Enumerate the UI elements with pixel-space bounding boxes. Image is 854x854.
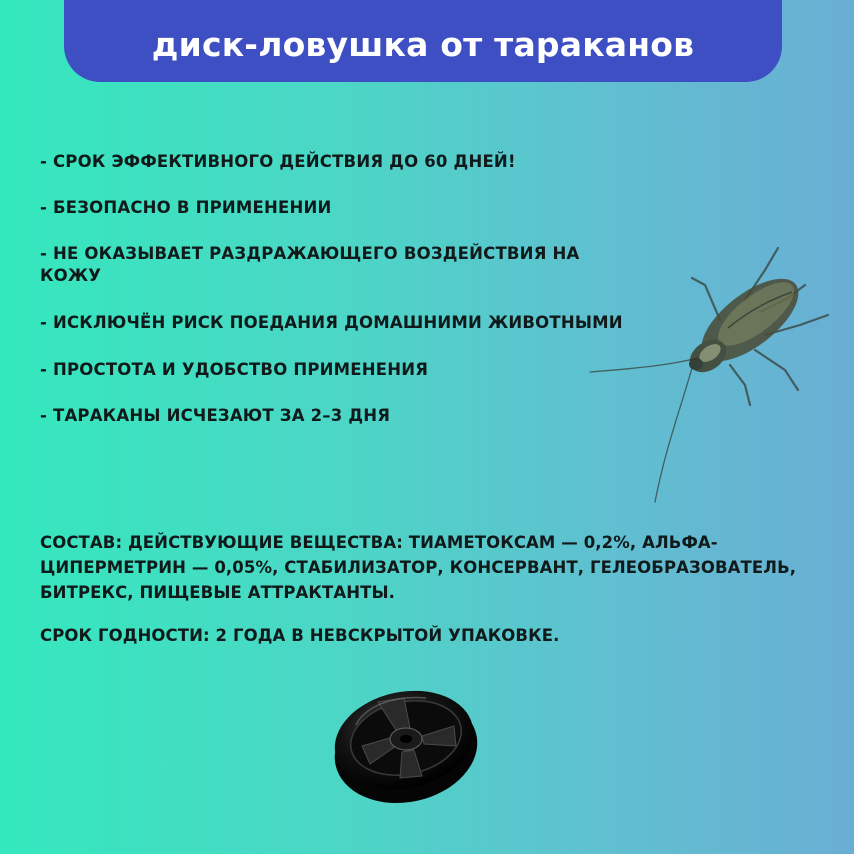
feature-item: - ТАРАКАНЫ ИСЧЕЗАЮТ ЗА 2–3 ДНЯ	[40, 406, 391, 425]
composition-text: СОСТАВ: ДЕЙСТВУЮЩИЕ ВЕЩЕСТВА: ТИАМЕТОКСАМ — 0,2%, АЛЬФА-ЦИПЕРМЕТРИН — 0,05%, СТАБИЛИЗАТОР, КОНСЕРВАНТ, ГЕЛЕОБРАЗОВАТЕЛЬ, БИТРЕКС, ПИЩЕВЫЕ АТТРАКТАНТЫ.	[40, 533, 797, 602]
feature-item: - СРОК ЭФФЕКТИВНОГО ДЕЙСТВИЯ ДО 60 ДНЕЙ!	[40, 152, 516, 171]
shelf-life-text: СРОК ГОДНОСТИ: 2 ГОДА В НЕВСКРЫТОЙ УПАКОВКЕ.	[40, 626, 560, 645]
page-title: диск-ловушка от тараканов	[151, 25, 695, 64]
feature-item: - НЕ ОКАЗЫВАЕТ РАЗДРАЖАЮЩЕГО ВОЗДЕЙСТВИЯ НА КОЖУ	[40, 244, 580, 285]
feature-item: - ПРОСТОТА И УДОБСТВО ПРИМЕНЕНИЯ	[40, 360, 429, 379]
feature-list	[40, 151, 640, 451]
trap-disc-illustration	[326, 680, 486, 810]
feature-item: - БЕЗОПАСНО В ПРИМЕНЕНИИ	[40, 198, 332, 217]
title-banner	[64, 0, 782, 82]
feature-item: - ИСКЛЮЧЁН РИСК ПОЕДАНИЯ ДОМАШНИМИ ЖИВОТНЫМИ	[40, 313, 623, 332]
cockroach-illustration	[560, 240, 854, 510]
